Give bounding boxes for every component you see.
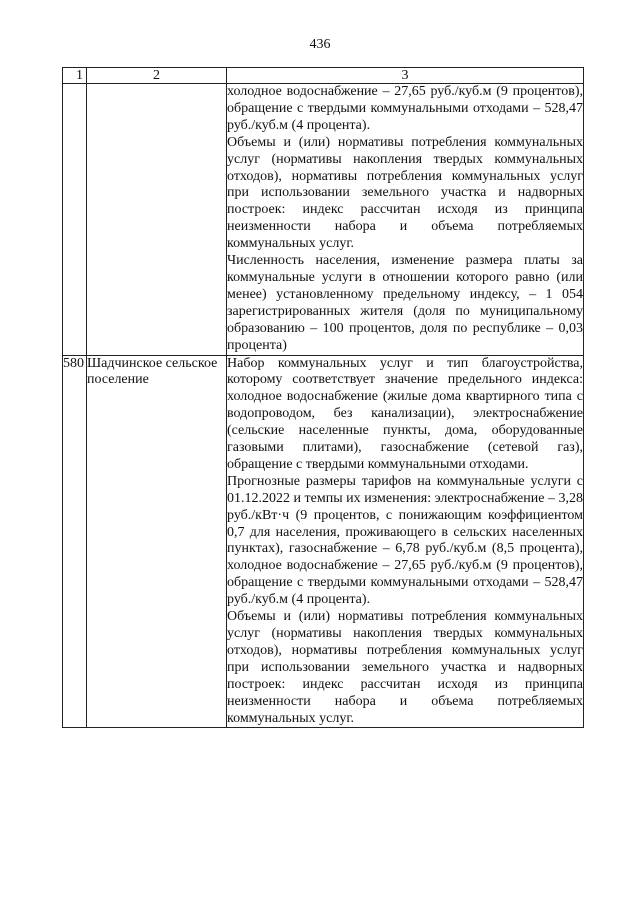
- description-paragraph: Набор коммунальных услуг и тип благоустройства, которому соответствует значение предельного индекса: холодное водоснабжение (жилые дома квартирного типа с водопроводом, без канализации), электроснабжение (сельские населенные пункты, дома, оборудованные газовыми плитами), газоснабжение (сетевой газ), обращение с твердыми коммунальными отходами.: [227, 355, 583, 472]
- table-header-row: [63, 68, 584, 84]
- page-number: 436: [309, 37, 331, 52]
- settlement-name: [87, 84, 227, 356]
- description-paragraph: Прогнозные размеры тарифов на коммунальные услуги с 01.12.2022 и темпы их изменения: электроснабжение – 3,28 руб./кВт·ч (9 процентов, с понижающим коэффициентом 0,7 для населения, проживающего в сельских населенных пунктах), газоснабжение – 6,78 руб./куб.м (8,5 процента), холодное водоснабжение – 27,65 руб./куб.м (9 процентов), обращение с твердыми коммунальными отходами – 528,47 руб./куб.м (4 процента).: [227, 473, 583, 608]
- header-col-3: 3: [227, 68, 584, 84]
- row-description: [227, 355, 584, 728]
- row-number: 580: [63, 355, 87, 728]
- row-number: [63, 84, 87, 356]
- row-description: [227, 84, 584, 356]
- description-paragraph: Объемы и (или) нормативы потребления коммунальных услуг (нормативы накопления твердых коммунальных отходов), нормативы потребления коммунальных услуг при использовании земельного участка и надворных построек: индекс рассчитан исходя из принципа неизменности набора и объема потребляемых коммунальных услуг.: [227, 609, 583, 726]
- description-paragraph: холодное водоснабжение – 27,65 руб./куб.м (9 процентов), обращение с твердыми коммунальными отходами – 528,47 руб./куб.м (4 процента).: [227, 84, 583, 133]
- description-paragraph: Численность населения, изменение размера платы за коммунальные услуги в отношении которого равно (или менее) установленному предельному индексу, – 1 054 зарегистрированных жителя (доля по муниципальному образованию – 100 процентов, доля по республике – 0,03 процента): [227, 253, 583, 353]
- description-paragraph: Объемы и (или) нормативы потребления коммунальных услуг (нормативы накопления твердых коммунальных отходов), нормативы потребления коммунальных услуг при использовании земельного участка и надворных построек: индекс рассчитан исходя из принципа неизменности набора и объема потребляемых коммунальных услуг.: [227, 134, 583, 252]
- header-col-2: 2: [87, 68, 227, 84]
- table-row: [63, 355, 584, 728]
- settlement-name: Шадчинское сельское поселение: [87, 355, 227, 728]
- table-row: [63, 84, 584, 356]
- header-col-1: 1: [63, 68, 87, 84]
- tariff-table: [62, 67, 584, 728]
